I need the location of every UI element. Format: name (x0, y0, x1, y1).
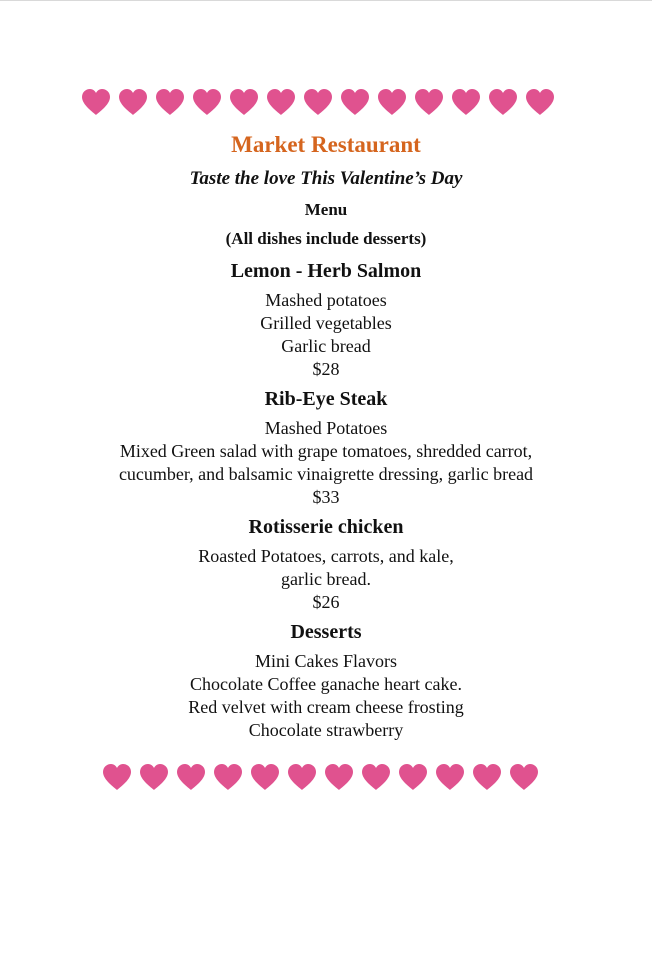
dessert-item: Mini Cakes Flavors (255, 651, 397, 671)
dish-item: Grilled vegetables (260, 313, 392, 333)
heart-icon (323, 762, 355, 792)
dish-name: Lemon - Herb Salmon (230, 260, 422, 282)
heart-icon (249, 762, 281, 792)
dish-item: cucumber, and balsamic vinaigrette dressing, garlic bread (118, 464, 534, 484)
heart-icon (471, 762, 503, 792)
heart-icon (397, 762, 429, 792)
dish-steak (0, 384, 652, 509)
dish-price: $28 (312, 359, 340, 379)
heart-icon (101, 762, 133, 792)
dessert-item: Chocolate strawberry (248, 720, 404, 740)
dish-item: Mixed Green salad with grape tomatoes, shredded carrot, (119, 441, 533, 461)
restaurant-name: Market Restaurant (231, 132, 421, 157)
desserts-included-note: (All dishes include desserts) (225, 229, 427, 248)
dish-item: Roasted Potatoes, carrots, and kale, (198, 546, 454, 566)
heart-icon (212, 762, 244, 792)
heart-icon (154, 87, 186, 117)
heart-icon (487, 87, 519, 117)
heart-icon (191, 87, 223, 117)
heart-icon (117, 87, 149, 117)
dish-chicken (0, 512, 652, 614)
heart-icon (434, 762, 466, 792)
dish-item: Mashed Potatoes (264, 418, 388, 438)
heart-icon (413, 87, 445, 117)
dessert-item: Red velvet with cream cheese frosting (188, 697, 464, 717)
heart-icon (265, 87, 297, 117)
heart-icon (339, 87, 371, 117)
desserts-section (0, 617, 652, 742)
dish-price: $26 (312, 592, 340, 612)
desserts-heading: Desserts (290, 621, 362, 643)
heart-icon (360, 762, 392, 792)
heart-icon (286, 762, 318, 792)
dish-name: Rotisserie chicken (248, 516, 404, 538)
dish-name: Rib-Eye Steak (264, 388, 388, 410)
heart-icon (138, 762, 170, 792)
dish-price: $33 (312, 487, 340, 507)
menu-page (0, 128, 652, 742)
dessert-item: Chocolate Coffee ganache heart cake. (189, 674, 463, 694)
top-hearts-border (80, 87, 556, 117)
dish-item: Mashed potatoes (265, 290, 387, 310)
heart-icon (228, 87, 260, 117)
tagline: Taste the love This Valentine’s Day (189, 168, 463, 189)
heart-icon (376, 87, 408, 117)
heart-icon (450, 87, 482, 117)
heart-icon (80, 87, 112, 117)
dish-item: Garlic bread (281, 336, 371, 356)
top-border (0, 0, 652, 1)
dish-salmon (0, 256, 652, 381)
heart-icon (302, 87, 334, 117)
menu-heading: Menu (304, 200, 348, 219)
heart-icon (175, 762, 207, 792)
heart-icon (524, 87, 556, 117)
bottom-hearts-border (101, 762, 540, 792)
heart-icon (508, 762, 540, 792)
dish-item: garlic bread. (281, 569, 371, 589)
